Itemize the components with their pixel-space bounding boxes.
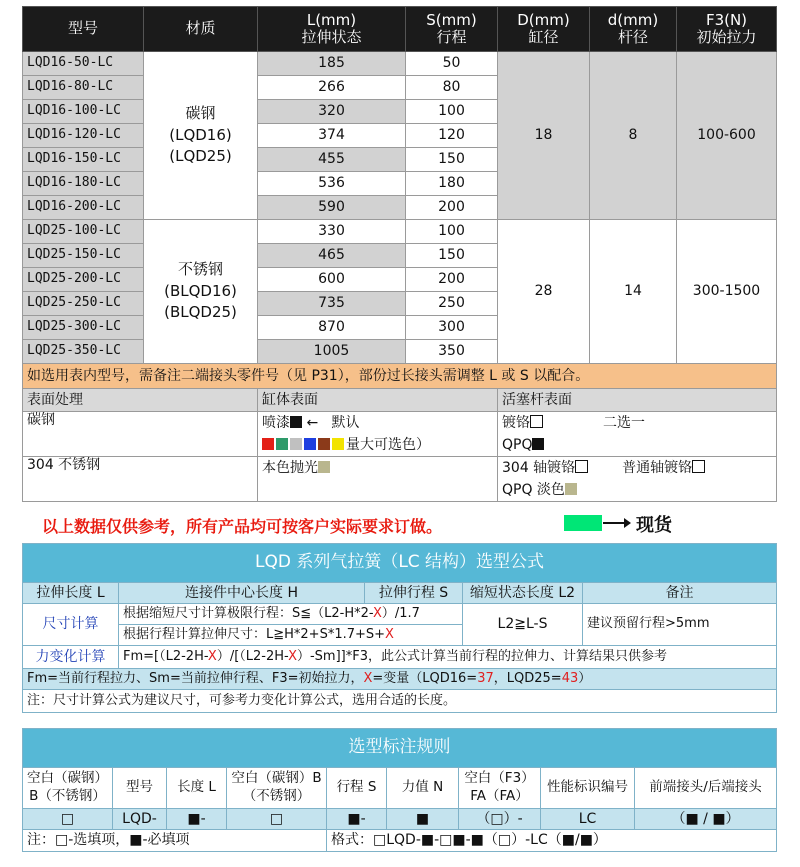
rule-format: 格式：□LQD-■-□■-■（□）-LC（■/■） <box>327 830 777 852</box>
stroke-cell: 150 <box>406 244 498 268</box>
joint-note: 如选用表内型号，需备注二端接头零件号（见 P31），部份过长接头需调整 L 或 S 以配合。 <box>23 364 777 389</box>
paint-color-swatch-icon <box>304 438 316 450</box>
empty-box-icon <box>575 460 588 473</box>
polish-swatch-icon <box>318 461 330 473</box>
col-length-label: 拉伸状态 <box>301 28 362 46</box>
rule-val-joints: （■ / ■） <box>635 809 777 830</box>
col-rod-unit: d(mm) <box>607 10 659 29</box>
qpq-light-swatch-icon <box>565 483 577 495</box>
disclaimer: 以上数据仅供参考，所有产品均可按客户实际要求订做。 <box>42 517 443 536</box>
empty-box-icon <box>692 460 705 473</box>
length-cell: 735 <box>258 292 406 316</box>
col-bore-label: 缸径 <box>528 28 559 46</box>
rod-surface-header: 活塞杆表面 <box>498 389 777 412</box>
length-cell: 185 <box>258 52 406 76</box>
normal-chrome-label: 普通轴镀铬 <box>622 460 693 476</box>
rule-col-force: 力值 N <box>387 768 459 809</box>
formula-text: ）/1.7 <box>381 605 420 621</box>
paint-color-swatch-icon <box>318 438 330 450</box>
col-model: 型号 <box>23 7 144 52</box>
model-cell: LQD25-350-LC <box>23 340 144 364</box>
paint-color-swatch-icon <box>262 438 274 450</box>
rod-stainless-cell <box>498 457 777 502</box>
stroke-cell: 150 <box>406 148 498 172</box>
stroke-cell: 50 <box>406 52 498 76</box>
note-row <box>23 364 777 389</box>
rule-col-material2: 空白（碳钢）B（不锈钢） <box>227 768 327 809</box>
paint-color-swatch-icon <box>276 438 288 450</box>
col-force-label: 初始拉力 <box>696 28 757 46</box>
model-cell: LQD25-100-LC <box>23 220 144 244</box>
bore-cell: 28 <box>498 220 590 364</box>
variable-x: X <box>363 670 373 686</box>
length-cell: 536 <box>258 172 406 196</box>
rule-value-row <box>23 809 777 830</box>
stainless-chrome-label: 304 轴镀铬 <box>502 460 576 476</box>
length-cell: 870 <box>258 316 406 340</box>
col-rod-label: 杆径 <box>617 28 648 46</box>
rule-title: 选型标注规则 <box>23 729 777 768</box>
black-box-icon <box>532 438 544 450</box>
col-force-unit: F3(N) <box>705 10 748 29</box>
col-length-unit: L(mm) <box>306 10 357 29</box>
default-label: 默认 <box>331 415 360 431</box>
length-cell: 600 <box>258 268 406 292</box>
col-bore-unit: D(mm) <box>517 10 570 29</box>
material-carbon-steel <box>144 52 258 220</box>
formula-text: 根据缩短尺寸计算极限行程：S≦（L2-H*2- <box>123 605 373 621</box>
stock-swatch-icon <box>564 515 602 531</box>
left-arrow-icon: ← <box>306 415 319 431</box>
choose-one-label: 二选一 <box>603 415 645 431</box>
rule-val-material2: □ <box>227 809 327 830</box>
material-code: (BLQD16) <box>164 281 237 300</box>
variable-x: X <box>385 626 394 642</box>
formula-col-remark: 备注 <box>583 583 777 604</box>
rule-header-row <box>23 768 777 809</box>
legend-text: ，LQD25= <box>493 670 562 686</box>
paint-label: 喷漆 <box>262 415 290 431</box>
color-swatches <box>262 437 346 453</box>
model-cell: LQD16-50-LC <box>23 52 144 76</box>
cylinder-surface-header: 缸体表面 <box>258 389 498 412</box>
stroke-cell: 180 <box>406 172 498 196</box>
length-cell: 590 <box>258 196 406 220</box>
variable-x: X <box>372 605 382 621</box>
model-cell: LQD16-100-LC <box>23 100 144 124</box>
length-cell: 1005 <box>258 340 406 364</box>
size-formula-1 <box>119 604 463 625</box>
length-cell: 455 <box>258 148 406 172</box>
product-header-row <box>23 7 777 52</box>
formula-col-l2: 缩短状态长度 L2 <box>463 583 583 604</box>
length-cell: 320 <box>258 100 406 124</box>
empty-box-icon <box>530 415 543 428</box>
col-stroke-unit: S(mm) <box>426 10 477 29</box>
formula-header-row <box>23 583 777 604</box>
force-cell: 100-600 <box>677 52 777 220</box>
remark-stroke: 建议预留行程>5mm <box>583 604 777 646</box>
bulk-color-label: 量大可选色） <box>346 437 430 453</box>
rule-legend: 注：□-选填项，■-必填项 <box>23 830 327 852</box>
model-cell: LQD16-80-LC <box>23 76 144 100</box>
formula-text: 根据行程计算拉伸尺寸：L≧H*2+S*1.7+S+ <box>123 626 386 642</box>
formula-note: 注：尺寸计算公式为建议尺寸，可参考力变化计算公式，选用合适的长度。 <box>23 690 777 713</box>
variable-x: X <box>207 648 217 664</box>
model-cell: LQD16-200-LC <box>23 196 144 220</box>
formula-col-length: 拉伸长度 L <box>23 583 119 604</box>
stroke-cell: 300 <box>406 316 498 340</box>
col-rod <box>590 7 677 52</box>
force-cell: 300-1500 <box>677 220 777 364</box>
paint-color-swatch-icon <box>332 438 344 450</box>
stroke-cell: 80 <box>406 76 498 100</box>
model-cell: LQD16-180-LC <box>23 172 144 196</box>
col-bore <box>498 7 590 52</box>
surface-stainless: 304 不锈钢 <box>23 457 258 502</box>
length-cell: 374 <box>258 124 406 148</box>
paint-color-swatch-icon <box>290 438 302 450</box>
model-cell: LQD16-120-LC <box>23 124 144 148</box>
legend-text: ） <box>578 670 592 686</box>
chrome-label: 镀铬 <box>502 415 530 431</box>
length-cell: 266 <box>258 76 406 100</box>
right-arrow-icon <box>603 522 625 524</box>
polish-label: 本色抛光 <box>262 460 318 476</box>
legend-text: Fm=当前行程拉力、Sm=当前拉伸行程、F3=初始拉力， <box>27 670 364 686</box>
legend-value: 37 <box>477 670 494 686</box>
rule-col-code: 性能标识编号 <box>541 768 635 809</box>
formula-text: ）/[（L2-2H- <box>216 648 289 664</box>
rule-val-model: LQD- <box>113 809 167 830</box>
formula-table <box>22 543 777 713</box>
stroke-cell: 200 <box>406 196 498 220</box>
rule-col-material: 空白（碳钢）B（不锈钢） <box>23 768 113 809</box>
surface-carbon: 碳钢 <box>23 412 258 457</box>
model-cell: LQD25-300-LC <box>23 316 144 340</box>
formula-col-stroke: 拉伸行程 S <box>365 583 463 604</box>
rule-val-force: ■ <box>387 809 459 830</box>
stroke-cell: 250 <box>406 292 498 316</box>
stroke-cell: 200 <box>406 268 498 292</box>
l2-rule: L2≧L-S <box>463 604 583 646</box>
model-cell: LQD25-200-LC <box>23 268 144 292</box>
rod-chrome-cell <box>498 412 777 457</box>
rod-cell: 14 <box>590 220 677 364</box>
product-table <box>22 6 777 502</box>
formula-col-center: 连接件中心长度 H <box>119 583 365 604</box>
material-code: (LQD25) <box>169 147 232 166</box>
formula-text: ）-Sm]]*F3，此公式计算当前行程的拉伸力、计算结果只供参考 <box>296 648 667 664</box>
material-stainless-steel <box>144 220 258 364</box>
col-stroke-label: 行程 <box>436 28 467 46</box>
rule-col-length: 长度 L <box>167 768 227 809</box>
material-code: (BLQD25) <box>164 303 237 322</box>
rule-val-fa: （□）- <box>459 809 541 830</box>
force-calc-label: 力变化计算 <box>23 646 119 669</box>
qpq-light-label: QPQ 淡色 <box>502 482 565 498</box>
black-swatch-icon <box>290 416 302 428</box>
stroke-cell: 120 <box>406 124 498 148</box>
stroke-cell: 350 <box>406 340 498 364</box>
material-name: 碳钢 <box>185 103 216 122</box>
rule-footer-row <box>23 830 777 852</box>
rule-col-model: 型号 <box>113 768 167 809</box>
surface-row-stainless <box>23 457 777 502</box>
col-stroke <box>406 7 498 52</box>
rule-val-code: LC <box>541 809 635 830</box>
rule-val-material: □ <box>23 809 113 830</box>
formula-title: LQD 系列气拉簧（LC 结构）选型公式 <box>23 544 777 583</box>
formula-text: Fm=[（L2-2H- <box>123 648 208 664</box>
qpq-label: QPQ <box>502 437 533 453</box>
cylinder-polish-cell <box>258 457 498 502</box>
material-code: (LQD16) <box>169 125 232 144</box>
length-cell: 465 <box>258 244 406 268</box>
stock-label: 现货 <box>636 515 672 536</box>
col-material: 材质 <box>144 7 258 52</box>
rod-cell: 8 <box>590 52 677 220</box>
rule-val-length: ■- <box>167 809 227 830</box>
rule-val-stroke: ■- <box>327 809 387 830</box>
surface-header-row <box>23 389 777 412</box>
surface-treatment-header: 表面处理 <box>23 389 258 412</box>
variable-x: X <box>288 648 297 664</box>
surface-row-carbon <box>23 412 777 457</box>
col-force <box>677 7 777 52</box>
rule-col-fa: 空白（F3）FA（FA） <box>459 768 541 809</box>
model-cell: LQD16-150-LC <box>23 148 144 172</box>
material-name: 不锈钢 <box>177 259 223 278</box>
force-formula <box>119 646 777 669</box>
rule-col-joints: 前端接头/后端接头 <box>635 768 777 809</box>
rule-col-stroke: 行程 S <box>327 768 387 809</box>
size-formula-2 <box>119 625 463 646</box>
legend-text: =变量（LQD16= <box>372 670 478 686</box>
table-row <box>23 220 777 244</box>
variable-legend <box>23 669 777 690</box>
cylinder-paint-cell <box>258 412 498 457</box>
model-cell: LQD25-250-LC <box>23 292 144 316</box>
stroke-cell: 100 <box>406 100 498 124</box>
table-row <box>23 52 777 76</box>
bore-cell: 18 <box>498 52 590 220</box>
length-cell: 330 <box>258 220 406 244</box>
legend-value: 43 <box>561 670 579 686</box>
model-cell: LQD25-150-LC <box>23 244 144 268</box>
stroke-cell: 100 <box>406 220 498 244</box>
size-calc-label: 尺寸计算 <box>23 604 119 646</box>
col-length <box>258 7 406 52</box>
selection-rule-table <box>22 728 777 852</box>
